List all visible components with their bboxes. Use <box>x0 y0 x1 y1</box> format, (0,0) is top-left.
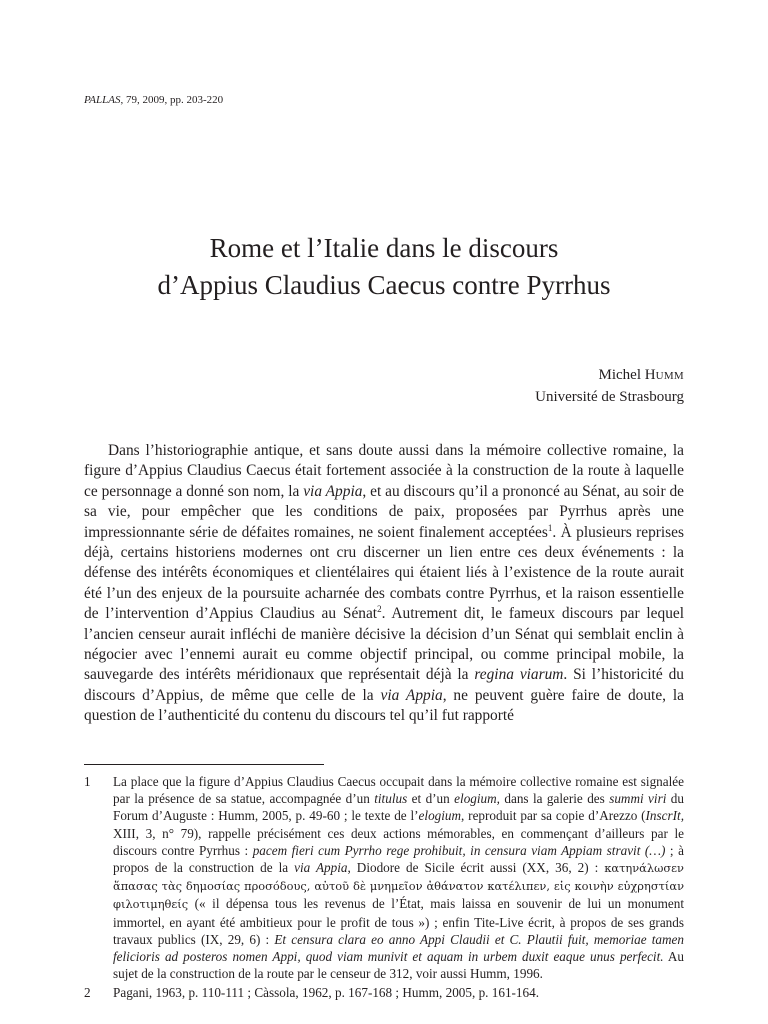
paragraph: Dans l’historiographie antique, et sans doute aussi dans la mémoire collective romaine, la figure d’Appius Claudius Caecus était fortement associée à la construction de la route à laquelle ce personnage a donné son nom, la via Appia, et au discours qu’il a prononcé au Sénat, au soir de sa vie, pour empêcher que les conditions de paix, proposées par Pyrrhus après une impressionnante série de défaites romaines, ne soient finalement acceptées$^1$. À plusieurs reprises déjà, certains historiens modernes ont cru discerner un lien entre ces deux événements : la défense des intérêts économiques et clientélaires qui étaient liés à l’existence de la route aurait été l’un des enjeux de la poursuite acharnée des combats contre Pyrrhus, et la raison essentielle de l’intervention d’Appius Claudius au Sénat$^2$. Autrement dit, le fameux discours par lequel l’ancien censeur aurait infléchi de manière décisive la décision d’un Sénat qui semblait enclin à négocier avec l’ennemi aurait eu comme objectif principal, ou comme principal mobile, la sauvegarde des intérêts méridionaux que représentait déjà la regina viarum. Si l’historicité du discours d’Appius, de même que celle de la via Appia, ne peuvent guère faire de doute, la question de l’authenticité du contenu du discours tel qu’il fut rapporté <box>84 442 685 725</box>
footnotes <box>84 773 684 1004</box>
footnote-ref[interactable]: 1 <box>547 522 553 533</box>
footnote-ref[interactable]: 2 <box>377 604 382 615</box>
running-header <box>84 93 223 107</box>
footnote-divider <box>84 764 324 765</box>
body-text <box>84 441 684 727</box>
author-name: Michel HUMM <box>598 367 684 383</box>
journal-name: PALLAS <box>84 94 121 106</box>
footnote-1: 1 La place que la figure d’Appius Claudius Caecus occupait dans la mémoire collective romaine est signalée par la présence de sa statue, accompagnée d’un titulus et d’un elogium, dans la galerie des summi viri du Forum d’Auguste : Humm, 2005, p. 49-60 ; le texte de l’elogium, reproduit par sa copie d’Arezzo (InscrIt, XIII, 3, n° 79), rappelle précisément ces deux actions mémorables, en commençant d’ailleurs par le discours contre Pyrrhus : pacem fieri cum Pyrrho rege prohibuit, in censura viam Appiam stravit (…) ; à propos de la construction de la via Appia, Diodore de Sicile écrit aussi (XX, 36, 2) : κατηνάλωσεν ἅπασας τὰς δημοσίας προσόδους, αὑτοῦ δὲ μνημεῖον ἀθάνατον κατέλιπεν, εἰς κοινὴν εὐχρηστίαν φιλοτιμηθείς (« il dépensa tous les revenus de l’État, mais laissa en souvenir de lui un monument immortel, en ayant été ambitieux pour le profit de tous ») ; enfin Tite-Live écrit, à propos de ses grands travaux publics (IX, 29, 6) : Et censura clara eo anno Appi Claudii et C. Plautii fuit, memoriae tamen felicioris ad posteros nomen Appi, quod viam munivit et aquam in urbem duxit eaque unus perfecit. Au sujet de la construction de la route par le censeur de 312, voir aussi Humm, 1996. <box>84 774 684 982</box>
footnote-number: 1 <box>84 774 91 789</box>
author-block <box>535 365 684 408</box>
journal-citation: , 79, 2009, pp. 203-220 <box>120 94 224 106</box>
title-line-1: Rome et l’Italie dans le discours <box>209 233 559 263</box>
footnote-number: 2 <box>84 985 91 1001</box>
article-title <box>84 230 684 304</box>
author-affiliation: Université de Strasbourg <box>535 389 684 405</box>
title-line-2: d’Appius Claudius Caecus contre Pyrrhus <box>157 270 611 300</box>
footnote-2: 2 Pagani, 1963, p. 110-111 ; Càssola, 1962, p. 167-168 ; Humm, 2005, p. 161-164. <box>84 985 540 1001</box>
greek-quote: κατηνάλωσεν ἅπασας τὰς δημοσίας προσόδους, αὑτοῦ δὲ μνημεῖον ἀθάνατον κατέλιπεν, εἰς κοινὴν εὐχρηστίαν φιλοτιμηθείς <box>113 861 684 912</box>
